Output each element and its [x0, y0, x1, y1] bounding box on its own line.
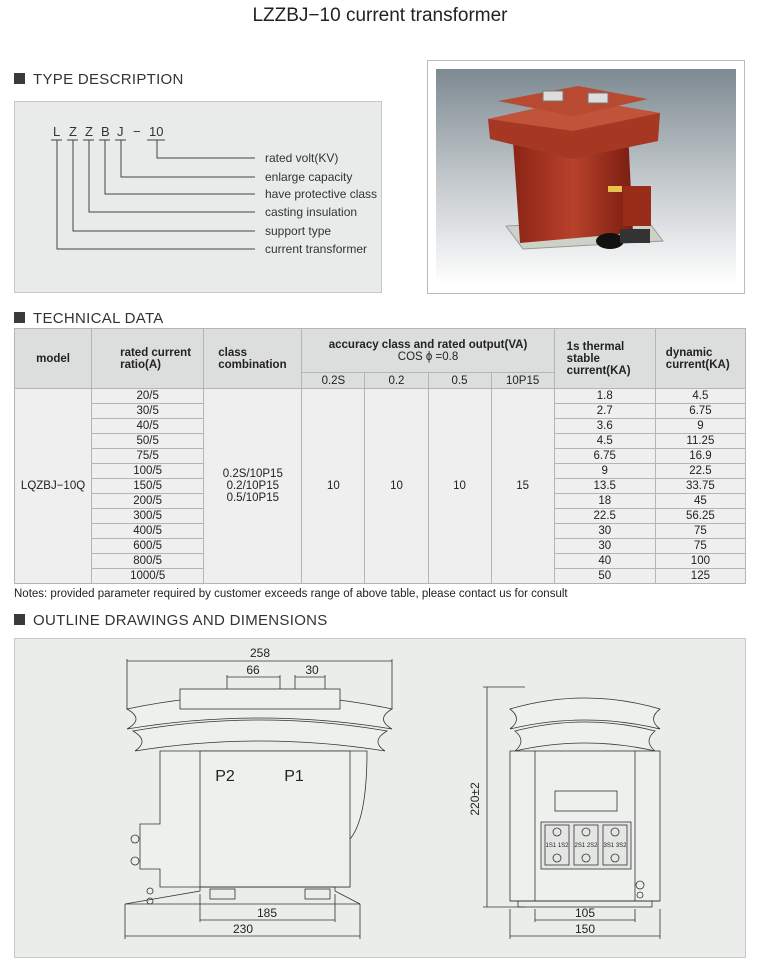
thermal-cell: 4.5 — [554, 434, 655, 449]
ratio-cell: 300/5 — [92, 509, 204, 524]
model-cell: LQZBJ−10Q — [15, 389, 92, 584]
thermal-cell: 1.8 — [554, 389, 655, 404]
section-type-description — [14, 71, 184, 88]
header-sub: 0.2S — [302, 373, 365, 389]
thermal-cell: 50 — [554, 569, 655, 584]
code-letter: J — [117, 124, 124, 139]
section-outline — [14, 612, 328, 629]
header-ratio: rated current ratio(A) — [92, 329, 204, 389]
thermal-cell: 30 — [554, 539, 655, 554]
type-description-box — [14, 101, 382, 293]
dim-label: 150 — [574, 922, 596, 936]
class-combination-item: 0.5/10P15 — [226, 492, 280, 504]
header-thermal: 1s thermal stable current(KA) — [554, 329, 655, 389]
dim-label: 185 — [256, 906, 278, 920]
section-title: TECHNICAL DATA — [33, 310, 164, 327]
type-label: have protective class — [265, 187, 378, 201]
dynamic-cell: 22.5 — [655, 464, 745, 479]
page-title — [0, 5, 760, 27]
ratio-cell: 400/5 — [92, 524, 204, 539]
code-letter: Z — [69, 124, 77, 139]
header-accuracy — [302, 329, 554, 373]
output-cell: 15 — [491, 389, 554, 584]
ratio-cell: 75/5 — [92, 449, 204, 464]
header-class: class combination — [204, 329, 302, 389]
dynamic-cell: 75 — [655, 524, 745, 539]
secondary-label: 2S1 2S2 — [574, 843, 598, 849]
ratio-cell: 600/5 — [92, 539, 204, 554]
class-combination-cell — [204, 389, 302, 584]
code-letter: L — [53, 124, 61, 139]
ratio-cell: 150/5 — [92, 479, 204, 494]
dim-label: 30 — [305, 663, 319, 677]
type-label: support type — [265, 224, 332, 238]
section-title: OUTLINE DRAWINGS AND DIMENSIONS — [33, 612, 328, 629]
ratio-cell: 20/5 — [92, 389, 204, 404]
type-label: enlarge capacity — [265, 170, 353, 184]
header-dynamic: dynamic current(KA) — [655, 329, 745, 389]
dynamic-cell: 4.5 — [655, 389, 745, 404]
thermal-cell: 40 — [554, 554, 655, 569]
thermal-cell: 22.5 — [554, 509, 655, 524]
section-bullet — [14, 73, 25, 84]
dynamic-cell: 75 — [655, 539, 745, 554]
title-code: LZZBJ−10 — [252, 5, 341, 26]
table-body — [15, 389, 746, 584]
class-combination-item: 0.2/10P15 — [226, 480, 280, 492]
code-letter: Z — [85, 124, 93, 139]
ratio-cell: 30/5 — [92, 404, 204, 419]
notes: Notes: provided parameter required by customer exceeds range of above table, please contact us for consult — [14, 588, 568, 600]
dynamic-cell: 125 — [655, 569, 745, 584]
section-title: TYPE DESCRIPTION — [33, 71, 184, 88]
outline-drawing — [14, 638, 746, 958]
dynamic-cell: 9 — [655, 419, 745, 434]
dynamic-cell: 6.75 — [655, 404, 745, 419]
product-photo — [427, 60, 745, 294]
code-letter: − — [133, 124, 141, 139]
thermal-cell: 13.5 — [554, 479, 655, 494]
type-code-diagram — [15, 102, 381, 292]
dim-label: 258 — [249, 646, 271, 660]
header-sub: 10P15 — [491, 373, 554, 389]
thermal-cell: 18 — [554, 494, 655, 509]
ratio-cell: 50/5 — [92, 434, 204, 449]
secondary-label: 3S1 3S2 — [603, 843, 627, 849]
secondary-label: 1S1 1S2 — [545, 843, 569, 849]
section-technical-data — [14, 310, 164, 327]
type-label: rated volt(KV) — [265, 151, 339, 165]
header-model: model — [15, 329, 92, 389]
accuracy-title: accuracy class and rated output(VA) — [328, 338, 528, 351]
dynamic-cell: 33.75 — [655, 479, 745, 494]
dim-label: 220±2 — [468, 782, 482, 816]
technical-data-table — [14, 328, 746, 584]
outline-drawing-svg — [15, 639, 745, 957]
thermal-cell: 2.7 — [554, 404, 655, 419]
thermal-cell: 9 — [554, 464, 655, 479]
terminal-label: P1 — [284, 768, 304, 785]
ratio-cell: 1000/5 — [92, 569, 204, 584]
dynamic-cell: 16.9 — [655, 449, 745, 464]
output-cell: 10 — [365, 389, 428, 584]
dim-label: 105 — [574, 906, 596, 920]
title-text: current transformer — [340, 5, 508, 26]
header-sub: 0.5 — [428, 373, 491, 389]
thermal-cell: 3.6 — [554, 419, 655, 434]
output-cell: 10 — [428, 389, 491, 584]
dynamic-cell: 56.25 — [655, 509, 745, 524]
ratio-cell: 40/5 — [92, 419, 204, 434]
code-letter: 10 — [149, 124, 164, 139]
section-bullet — [14, 614, 25, 625]
dynamic-cell: 100 — [655, 554, 745, 569]
ratio-cell: 800/5 — [92, 554, 204, 569]
thermal-cell: 30 — [554, 524, 655, 539]
output-cell: 10 — [302, 389, 365, 584]
ratio-cell: 100/5 — [92, 464, 204, 479]
table-row — [15, 389, 746, 404]
type-label: casting insulation — [265, 205, 358, 219]
dynamic-cell: 11.25 — [655, 434, 745, 449]
header-sub: 0.2 — [365, 373, 428, 389]
class-combination-item: 0.2S/10P15 — [222, 468, 283, 480]
accuracy-cos: COS ϕ =0.8 — [397, 350, 459, 363]
ratio-cell: 200/5 — [92, 494, 204, 509]
thermal-cell: 6.75 — [554, 449, 655, 464]
terminal-label: P2 — [215, 768, 235, 785]
dim-label: 230 — [232, 922, 254, 936]
type-label: current transformer — [265, 242, 368, 256]
code-letter: B — [101, 124, 110, 139]
dim-label: 66 — [246, 663, 260, 677]
dynamic-cell: 45 — [655, 494, 745, 509]
section-bullet — [14, 312, 25, 323]
